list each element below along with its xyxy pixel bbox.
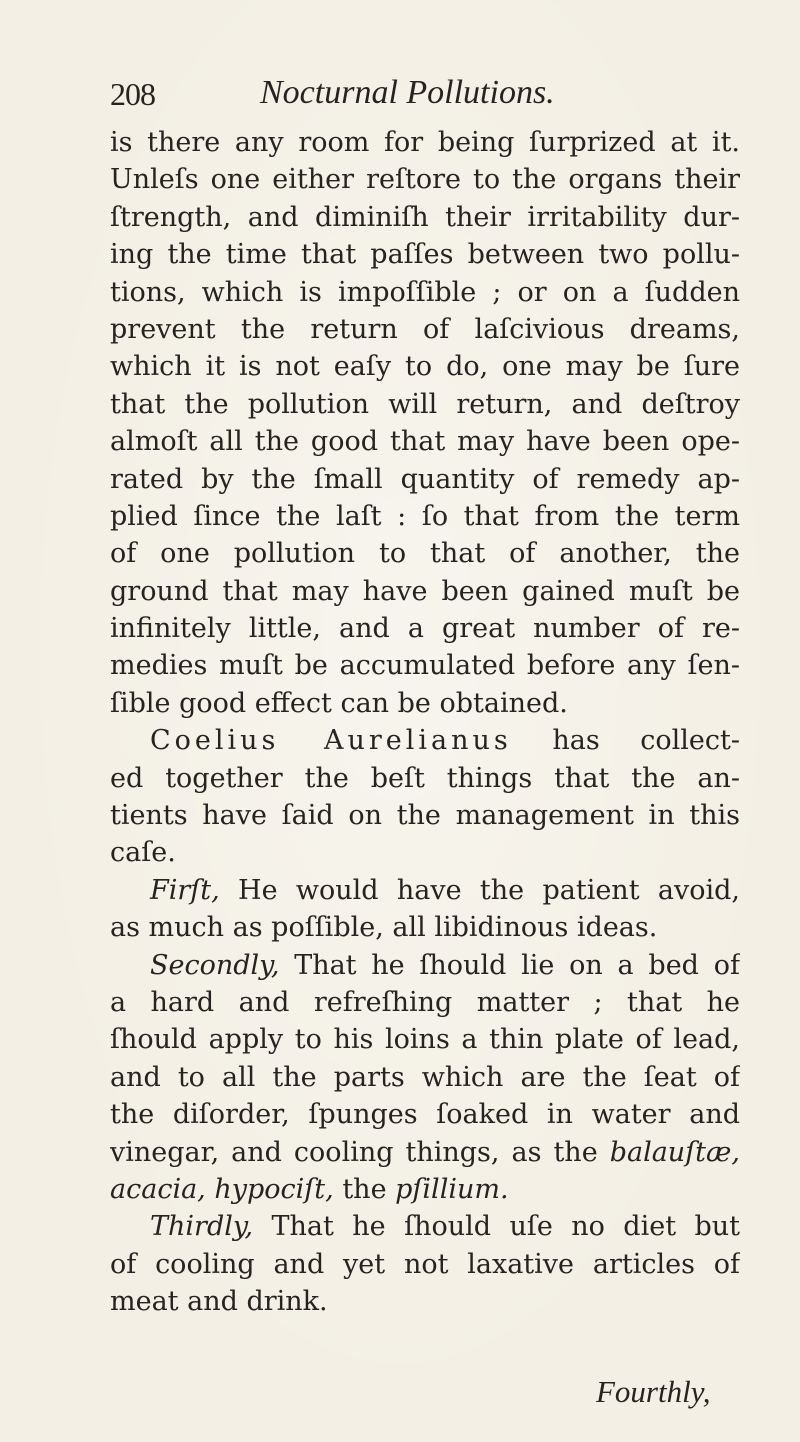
latin-term: balauſtæ, (609, 1136, 740, 1168)
latin-term: hypociſt, (214, 1173, 334, 1205)
enumeration-word: Secondly, (150, 949, 280, 981)
latin-term: pſillium. (395, 1173, 509, 1205)
text-line: caſe. (110, 837, 176, 869)
text-line: plied ſince the laſt : ſo that from the term (110, 500, 740, 532)
text-line: ſtrength, and diminiſh their irritability dur- (110, 201, 740, 233)
text-line: ground that may have been gained muſt be (110, 575, 740, 607)
text-line: ed together the beſt things that the an- (110, 762, 740, 794)
text-fragment: has collect- (552, 725, 740, 757)
text-line: that the pollution will return, and deſtroy (110, 388, 740, 420)
enumeration-word: Firſt, (150, 874, 220, 906)
text-fragment: He would have the patient avoid, (238, 874, 740, 906)
text-line: tients have ſaid on the management in this (110, 800, 740, 832)
text-line: of cooling and yet not laxative articles of (110, 1248, 740, 1280)
text-fragment: That he ſhould uſe no diet but (271, 1211, 740, 1243)
text-line: ſhould apply to his loins a thin plate of lead, (110, 1024, 740, 1056)
text-line-with-term (110, 1134, 740, 1171)
text-line: Unleſs one either reſtore to the organs their (110, 164, 740, 196)
text-fragment: That he ſhould lie on a bed of (294, 949, 740, 981)
enumeration-word: Thirdly, (150, 1211, 254, 1243)
text-line-with-terms (110, 1171, 740, 1208)
page-number: 208 (110, 76, 155, 112)
catchword: Fourthly, (596, 1374, 711, 1409)
text-fragment: the (342, 1173, 387, 1205)
text-line: ſible good effect can be obtained. (110, 687, 568, 719)
latin-term: acacia, (110, 1173, 206, 1205)
paragraph-third (110, 1208, 740, 1245)
paragraph-first (110, 872, 740, 909)
text-line: medies muſt be accumulated before any ſen- (110, 650, 740, 682)
text-line: prevent the return of laſcivious dreams, (110, 313, 740, 345)
text-line: tions, which is impoſſible ; or on a ſudden (110, 276, 740, 308)
text-fragment: vinegar, and cooling things, as the (110, 1136, 598, 1168)
text-line: of one pollution to that of another, the (110, 538, 740, 570)
text-line: rated by the ſmall quantity of remedy ap- (110, 463, 740, 495)
paragraph-coelius (110, 722, 740, 759)
body-text (110, 124, 740, 1321)
page-header (110, 68, 740, 118)
text-line: a hard and refreſhing matter ; that he (110, 986, 740, 1018)
running-head: Nocturnal Pollutions. (260, 74, 555, 111)
text-line: which it is not eaſy to do, one may be ſure (110, 351, 740, 383)
text-line: and to all the parts which are the ſeat of (110, 1061, 740, 1093)
text-line: almoſt all the good that may have been ope- (110, 426, 740, 458)
text-line: as much as poſſible, all libidinous ideas. (110, 912, 658, 944)
author-name: Coelius Aurelianus (150, 725, 512, 757)
text-line: infinitely little, and a great number of re- (110, 613, 740, 645)
text-line: ing the time that paſſes between two pollu- (110, 239, 740, 271)
paragraph-second (110, 947, 740, 984)
text-line: meat and drink. (110, 1286, 328, 1318)
text-line: the diſorder, ſpunges ſoaked in water and (110, 1099, 740, 1131)
text-line: is there any room for being ſurprized at it. (110, 127, 740, 158)
